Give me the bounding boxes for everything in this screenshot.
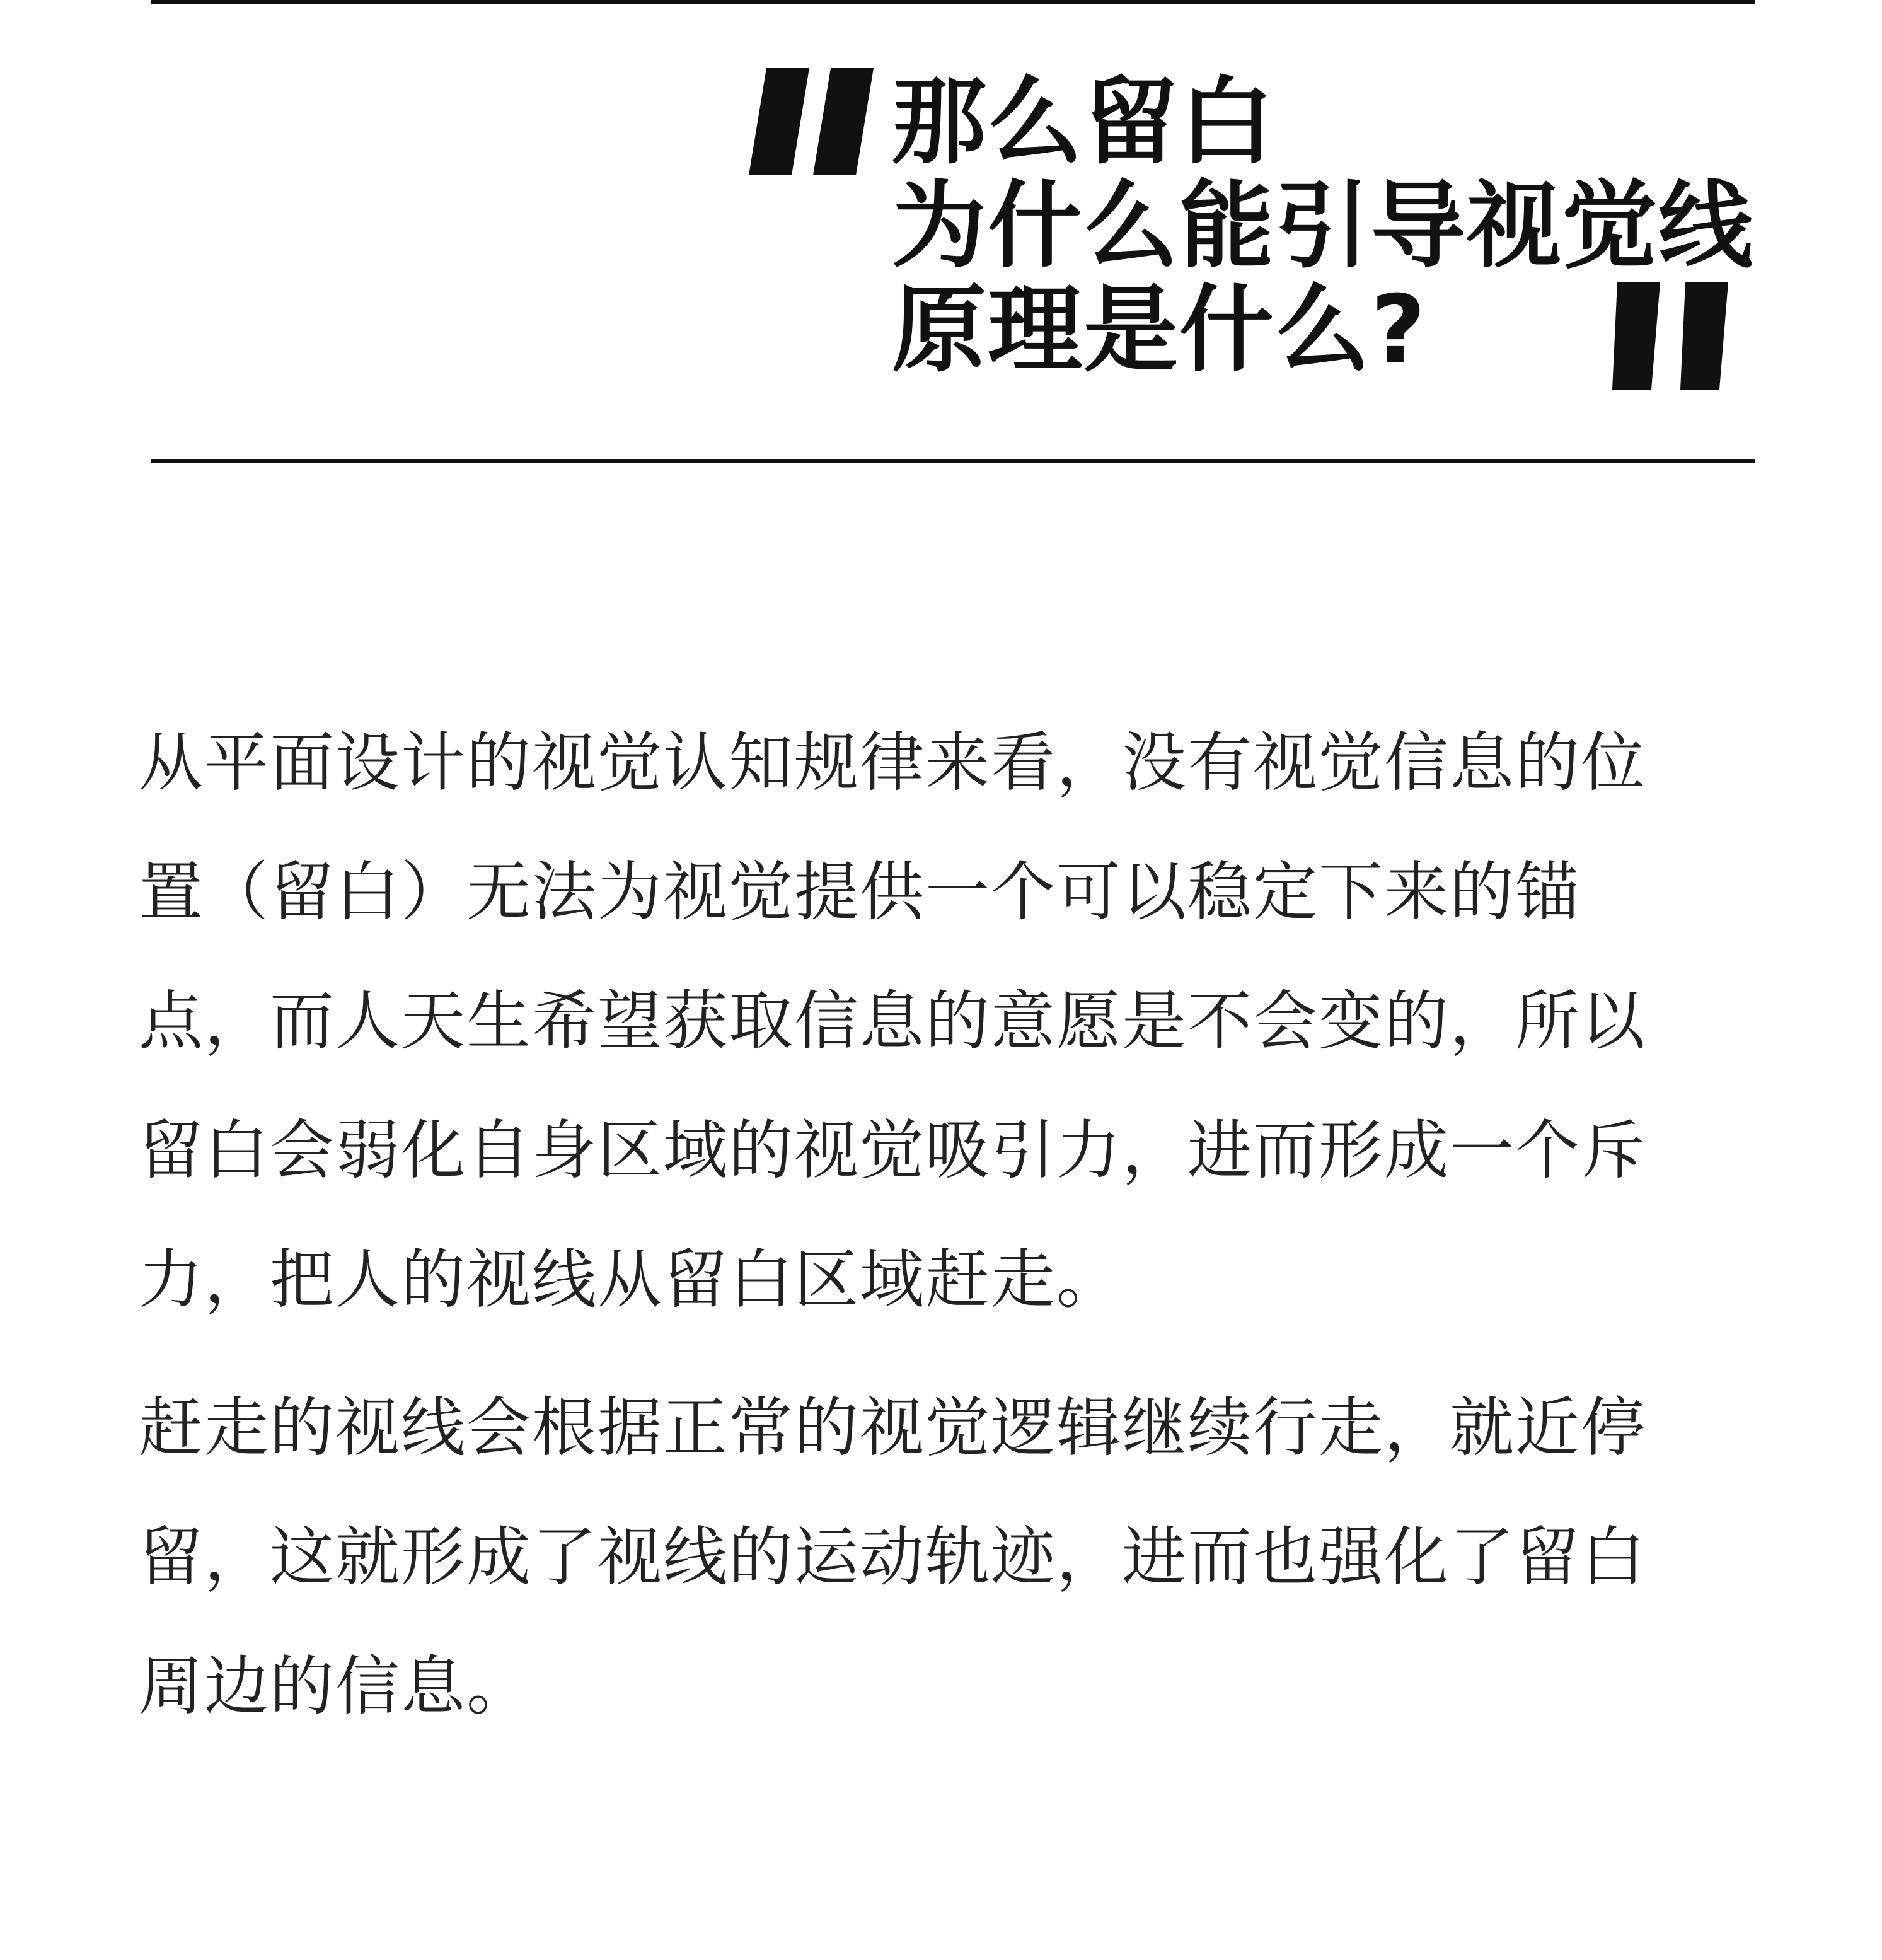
paragraph-line: 力，把人的视线从留白区域赶走。: [139, 1243, 1122, 1318]
paragraph-line: 点，而人天生希望获取信息的意愿是不会变的，所以: [139, 984, 1646, 1059]
paragraph-line: 留，这就形成了视线的运动轨迹，进而也强化了留白: [139, 1520, 1646, 1595]
heading-line-1: 那么留白: [892, 67, 1276, 177]
paragraph-line: 从平面设计的视觉认知规律来看，没有视觉信息的位: [139, 726, 1646, 801]
open-quote-icon: [749, 68, 875, 175]
paragraph-line: 赶走的视线会根据正常的视觉逻辑继续行走，就近停: [139, 1391, 1646, 1466]
paragraph-line: 留白会弱化自身区域的视觉吸引力，进而形成一个斥: [139, 1113, 1646, 1188]
close-quote-icon: [1612, 282, 1738, 390]
heading-line-2: 为什么能引导视觉线: [892, 171, 1755, 281]
article-body: [139, 699, 1758, 1751]
paragraph-line: 周边的信息。: [139, 1649, 532, 1724]
top-divider: [151, 0, 1755, 4]
paragraph-1: [139, 699, 1758, 1345]
paragraph-line: 置（留白）无法为视觉提供一个可以稳定下来的锚: [139, 855, 1581, 930]
paragraph-2: [139, 1364, 1758, 1751]
bottom-divider: [151, 459, 1755, 463]
heading-line-3: 原理是什么?: [892, 275, 1428, 385]
